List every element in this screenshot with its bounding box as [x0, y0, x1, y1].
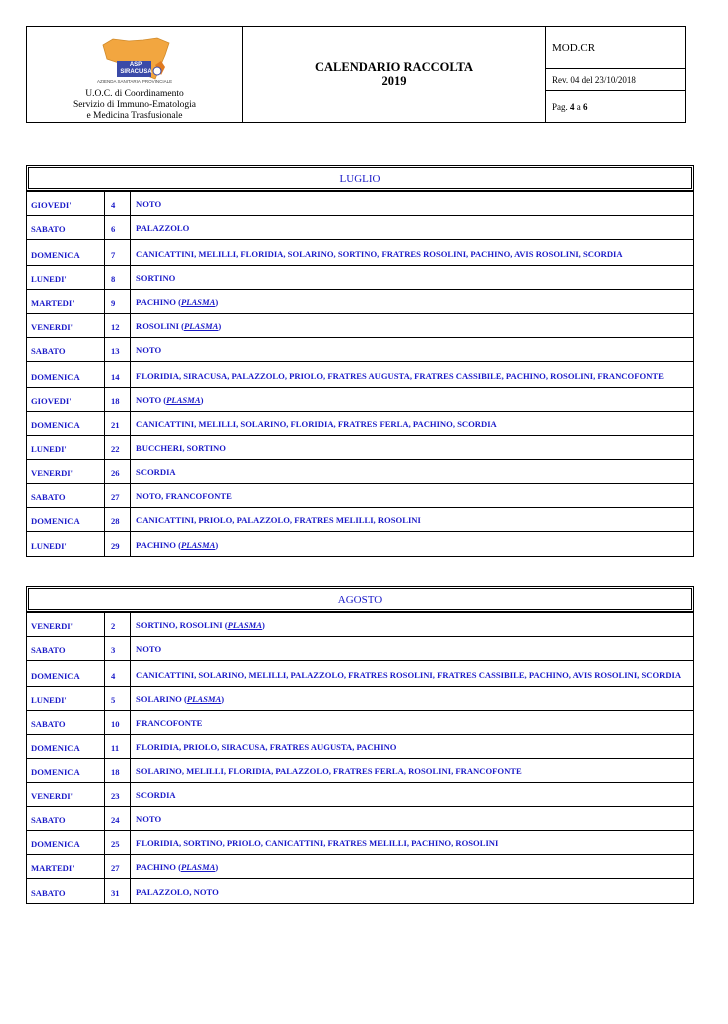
weekday-cell	[27, 879, 105, 903]
locations-cell	[131, 831, 693, 854]
locations-cell-text	[136, 395, 687, 406]
locations-cell-text	[136, 718, 687, 729]
date-cell	[105, 460, 131, 483]
locations-cell	[131, 192, 693, 215]
date-cell	[105, 216, 131, 239]
locations-cell-text	[136, 491, 687, 502]
locations-text: FRANCOFONTE	[136, 718, 203, 728]
month-title: AGOSTO	[27, 587, 693, 613]
date-cell-text: 25	[111, 839, 120, 849]
date-cell-text: 27	[111, 863, 120, 873]
table-row	[27, 266, 693, 290]
date-cell-text: 10	[111, 719, 120, 729]
locations-text: SCORDIA	[136, 467, 176, 477]
weekday-cell	[27, 362, 105, 387]
date-cell-text: 2	[111, 621, 116, 631]
weekday-cell	[27, 735, 105, 758]
weekday-cell	[27, 637, 105, 660]
mod-code: MOD.CR	[546, 27, 685, 69]
month-rows	[27, 613, 693, 903]
organization-name	[27, 89, 242, 122]
date-cell-text: 22	[111, 444, 120, 454]
table-row	[27, 290, 693, 314]
date-cell-text: 3	[111, 645, 116, 655]
table-row	[27, 508, 693, 532]
locations-cell-text	[136, 297, 687, 308]
date-cell	[105, 362, 131, 387]
date-cell-text: 27	[111, 492, 120, 502]
locations-cell	[131, 879, 693, 903]
weekday-cell-text: LUNEDI'	[31, 444, 67, 454]
plasma-close-paren: )	[221, 694, 225, 704]
locations-cell-text	[136, 540, 687, 551]
weekday-cell	[27, 192, 105, 215]
weekday-cell-text: DOMENICA	[31, 250, 80, 260]
locations-text: SORTINO, ROSOLINI (	[136, 620, 228, 630]
logo-subtitle: AZIENDA SANITARIA PROVINCIALE	[97, 79, 173, 84]
locations-text: PACHINO (	[136, 297, 181, 307]
page-of: a	[574, 102, 583, 112]
date-cell	[105, 240, 131, 265]
date-cell-text: 14	[111, 372, 120, 382]
table-row	[27, 388, 693, 412]
date-cell-text: 5	[111, 695, 116, 705]
organization-cell	[27, 27, 243, 122]
title-line-1: CALENDARIO RACCOLTA	[314, 60, 473, 74]
locations-text: PACHINO (	[136, 540, 181, 550]
weekday-cell-text: DOMENICA	[31, 671, 80, 681]
locations-cell	[131, 687, 693, 710]
table-row	[27, 637, 693, 661]
page-current: 4	[570, 102, 575, 112]
locations-cell	[131, 532, 693, 556]
locations-cell	[131, 362, 693, 387]
date-cell	[105, 532, 131, 556]
locations-cell-text	[136, 742, 687, 753]
locations-text: NOTO, FRANCOFONTE	[136, 491, 232, 501]
org-line-1: U.O.C. di Coordinamento	[85, 89, 184, 99]
locations-cell	[131, 613, 693, 636]
document-title	[243, 60, 545, 88]
date-cell	[105, 192, 131, 215]
locations-text: CANICATTINI, MELILLI, FLORIDIA, SOLARINO, SORTINO, FRATRES ROSOLINI, PACHINO, AVIS ROSOLINI, SCORDIA	[136, 249, 623, 259]
date-cell-text: 24	[111, 815, 120, 825]
locations-cell	[131, 661, 693, 686]
title-cell	[243, 27, 546, 122]
table-row	[27, 831, 693, 855]
plasma-label: PLASMA	[186, 694, 222, 704]
date-cell	[105, 266, 131, 289]
weekday-cell-text: VENERDI'	[31, 621, 74, 631]
date-cell-text: 31	[111, 888, 120, 898]
weekday-cell-text: GIOVEDI'	[31, 396, 72, 406]
month-title: LUGLIO	[27, 166, 693, 192]
weekday-cell-text: DOMENICA	[31, 839, 80, 849]
weekday-cell-text: VENERDI'	[31, 468, 74, 478]
date-cell	[105, 711, 131, 734]
locations-cell-text	[136, 371, 687, 382]
date-cell	[105, 759, 131, 782]
weekday-cell	[27, 759, 105, 782]
month-table-agosto	[26, 586, 694, 904]
org-line-3: e Medicina Trasfusionale	[86, 111, 183, 121]
weekday-cell	[27, 687, 105, 710]
locations-cell	[131, 436, 693, 459]
date-cell	[105, 855, 131, 878]
weekday-cell-text: SABATO	[31, 492, 66, 502]
weekday-cell	[27, 855, 105, 878]
table-row	[27, 412, 693, 436]
plasma-close-paren: )	[262, 620, 265, 630]
asp-siracusa-logo	[99, 35, 175, 85]
locations-cell	[131, 735, 693, 758]
locations-text: SOLARINO, MELILLI, FLORIDIA, PALAZZOLO, FRATRES FERLA, ROSOLINI, FRANCOFONTE	[136, 766, 522, 776]
locations-cell	[131, 807, 693, 830]
locations-cell	[131, 412, 693, 435]
locations-cell	[131, 508, 693, 531]
plasma-close-paren: )	[215, 540, 219, 550]
date-cell	[105, 412, 131, 435]
locations-cell-text	[136, 419, 687, 430]
locations-cell-text	[136, 694, 687, 705]
table-row	[27, 735, 693, 759]
date-cell	[105, 338, 131, 361]
date-cell-text: 18	[111, 767, 120, 777]
weekday-cell	[27, 388, 105, 411]
weekday-cell	[27, 460, 105, 483]
weekday-cell	[27, 290, 105, 313]
table-row	[27, 216, 693, 240]
locations-cell-text	[136, 862, 687, 873]
document-info-cell	[546, 27, 685, 122]
locations-text: NOTO	[136, 644, 162, 654]
weekday-cell-text: DOMENICA	[31, 767, 80, 777]
date-cell	[105, 314, 131, 337]
locations-text: NOTO	[136, 345, 162, 355]
weekday-cell	[27, 831, 105, 854]
weekday-cell	[27, 613, 105, 636]
locations-cell-text	[136, 814, 687, 825]
locations-cell	[131, 460, 693, 483]
locations-text: PALAZZOLO, NOTO	[136, 887, 219, 897]
locations-text: SORTINO	[136, 273, 176, 283]
table-row	[27, 240, 693, 266]
weekday-cell	[27, 266, 105, 289]
weekday-cell-text: VENERDI'	[31, 791, 74, 801]
weekday-cell	[27, 484, 105, 507]
date-cell-text: 23	[111, 791, 120, 801]
locations-cell-text	[136, 620, 687, 631]
weekday-cell	[27, 532, 105, 556]
table-row	[27, 362, 693, 388]
locations-cell	[131, 388, 693, 411]
org-line-2: Servizio di Immuno-Ematologia	[73, 100, 196, 110]
locations-text: FLORIDIA, PRIOLO, SIRACUSA, FRATRES AUGUSTA, PACHINO	[136, 742, 397, 752]
table-row	[27, 879, 693, 903]
weekday-cell	[27, 240, 105, 265]
date-cell-text: 9	[111, 298, 116, 308]
weekday-cell	[27, 412, 105, 435]
page-prefix: Pag.	[552, 102, 570, 112]
plasma-close-paren: )	[215, 297, 219, 307]
weekday-cell-text: MARTEDI'	[31, 298, 75, 308]
locations-cell	[131, 240, 693, 265]
table-row	[27, 783, 693, 807]
plasma-label: PLASMA	[180, 297, 216, 307]
weekday-cell-text: SABATO	[31, 224, 66, 234]
date-cell-text: 13	[111, 346, 120, 356]
date-cell	[105, 783, 131, 806]
month-table-luglio	[26, 165, 694, 557]
date-cell	[105, 290, 131, 313]
revision: Rev. 04 del 23/10/2018	[546, 69, 685, 91]
date-cell-text: 26	[111, 468, 120, 478]
locations-text: SOLARINO (	[136, 694, 187, 704]
date-cell-text: 28	[111, 516, 120, 526]
locations-text: BUCCHERI, SORTINO	[136, 443, 226, 453]
plasma-close-paren: )	[218, 321, 222, 331]
locations-cell-text	[136, 838, 687, 849]
locations-cell	[131, 266, 693, 289]
locations-cell	[131, 484, 693, 507]
locations-text: CANICATTINI, PRIOLO, PALAZZOLO, FRATRES MELILLI, ROSOLINI	[136, 515, 421, 525]
date-cell	[105, 388, 131, 411]
locations-text: CANICATTINI, SOLARINO, MELILLI, PALAZZOLO, FRATRES ROSOLINI, FRATRES CASSIBILE, PACHINO, AVIS ROSOLINI, SCORDIA	[136, 670, 682, 680]
weekday-cell-text: SABATO	[31, 815, 66, 825]
date-cell	[105, 661, 131, 686]
page-number	[546, 91, 685, 124]
table-row	[27, 855, 693, 879]
locations-text: NOTO (	[136, 395, 167, 405]
locations-cell-text	[136, 467, 687, 478]
table-row	[27, 192, 693, 216]
locations-cell	[131, 290, 693, 313]
locations-cell-text	[136, 644, 687, 655]
date-cell	[105, 613, 131, 636]
locations-cell-text	[136, 223, 687, 234]
weekday-cell-text: LUNEDI'	[31, 274, 67, 284]
table-row	[27, 613, 693, 637]
date-cell	[105, 687, 131, 710]
locations-text: ROSOLINI (	[136, 321, 184, 331]
locations-text: NOTO	[136, 199, 162, 209]
weekday-cell	[27, 508, 105, 531]
locations-text: CANICATTINI, MELILLI, SOLARINO, FLORIDIA, FRATRES FERLA, PACHINO, SCORDIA	[136, 419, 497, 429]
date-cell	[105, 484, 131, 507]
table-row	[27, 711, 693, 735]
locations-cell-text	[136, 199, 687, 210]
date-cell	[105, 879, 131, 903]
weekday-cell	[27, 216, 105, 239]
locations-cell-text	[136, 515, 687, 526]
weekday-cell-text: SABATO	[31, 719, 66, 729]
locations-cell-text	[136, 766, 687, 777]
date-cell-text: 4	[111, 200, 116, 210]
weekday-cell-text: DOMENICA	[31, 372, 80, 382]
locations-cell-text	[136, 273, 687, 284]
locations-cell	[131, 338, 693, 361]
weekday-cell	[27, 338, 105, 361]
date-cell-text: 12	[111, 322, 120, 332]
date-cell	[105, 831, 131, 854]
locations-cell-text	[136, 887, 687, 898]
document-header	[26, 26, 686, 123]
weekday-cell-text: VENERDI'	[31, 322, 74, 332]
weekday-cell	[27, 783, 105, 806]
plasma-close-paren: )	[200, 395, 204, 405]
date-cell	[105, 807, 131, 830]
table-row	[27, 314, 693, 338]
plasma-close-paren: )	[215, 862, 219, 872]
locations-text: PACHINO (	[136, 862, 181, 872]
plasma-label: PLASMA	[180, 862, 216, 872]
weekday-cell-text: DOMENICA	[31, 516, 80, 526]
weekday-cell-text: GIOVEDI'	[31, 200, 72, 210]
weekday-cell-text: DOMENICA	[31, 743, 80, 753]
page-total: 6	[583, 102, 588, 112]
table-row	[27, 661, 693, 687]
weekday-cell	[27, 436, 105, 459]
date-cell-text: 4	[111, 671, 116, 681]
date-cell	[105, 637, 131, 660]
locations-text: FLORIDIA, SORTINO, PRIOLO, CANICATTINI, FRATRES MELILLI, PACHINO, ROSOLINI	[136, 838, 499, 848]
date-cell-text: 21	[111, 420, 120, 430]
locations-text: SCORDIA	[136, 790, 176, 800]
date-cell-text: 7	[111, 250, 116, 260]
locations-cell-text	[136, 249, 687, 260]
logo-text: ASP SIRACUSA	[120, 62, 152, 75]
date-cell	[105, 735, 131, 758]
date-cell-text: 11	[111, 743, 120, 753]
table-row	[27, 338, 693, 362]
table-row	[27, 460, 693, 484]
locations-text: NOTO	[136, 814, 162, 824]
date-cell-text: 8	[111, 274, 116, 284]
weekday-cell-text: MARTEDI'	[31, 863, 75, 873]
weekday-cell	[27, 711, 105, 734]
table-row	[27, 687, 693, 711]
plasma-label: PLASMA	[184, 321, 219, 331]
table-row	[27, 759, 693, 783]
locations-cell-text	[136, 670, 687, 681]
weekday-cell	[27, 807, 105, 830]
table-row	[27, 484, 693, 508]
date-cell-text: 29	[111, 541, 120, 551]
locations-cell	[131, 783, 693, 806]
date-cell	[105, 508, 131, 531]
table-row	[27, 532, 693, 556]
locations-cell	[131, 637, 693, 660]
weekday-cell	[27, 661, 105, 686]
locations-cell	[131, 711, 693, 734]
locations-cell	[131, 759, 693, 782]
weekday-cell	[27, 314, 105, 337]
month-rows	[27, 192, 693, 556]
plasma-label: PLASMA	[180, 540, 216, 550]
locations-cell-text	[136, 790, 687, 801]
plasma-label: PLASMA	[227, 620, 263, 630]
date-cell	[105, 436, 131, 459]
locations-cell-text	[136, 443, 687, 454]
weekday-cell-text: SABATO	[31, 645, 66, 655]
locations-cell	[131, 216, 693, 239]
locations-cell	[131, 314, 693, 337]
locations-cell-text	[136, 321, 687, 332]
date-cell-text: 18	[111, 396, 120, 406]
weekday-cell-text: SABATO	[31, 346, 66, 356]
locations-cell-text	[136, 345, 687, 356]
table-row	[27, 807, 693, 831]
weekday-cell-text: LUNEDI'	[31, 541, 67, 551]
locations-cell	[131, 855, 693, 878]
weekday-cell-text: LUNEDI'	[31, 695, 67, 705]
locations-text: PALAZZOLO	[136, 223, 190, 233]
date-cell-text: 6	[111, 224, 116, 234]
weekday-cell-text: DOMENICA	[31, 420, 80, 430]
locations-text: FLORIDIA, SIRACUSA, PALAZZOLO, PRIOLO, FRATRES AUGUSTA, FRATRES CASSIBILE, PACHINO, ROSOLINI, FRANCOFONTE	[136, 371, 664, 381]
weekday-cell-text: SABATO	[31, 888, 66, 898]
title-line-2: 2019	[381, 74, 407, 88]
table-row	[27, 436, 693, 460]
plasma-label: PLASMA	[166, 395, 201, 405]
